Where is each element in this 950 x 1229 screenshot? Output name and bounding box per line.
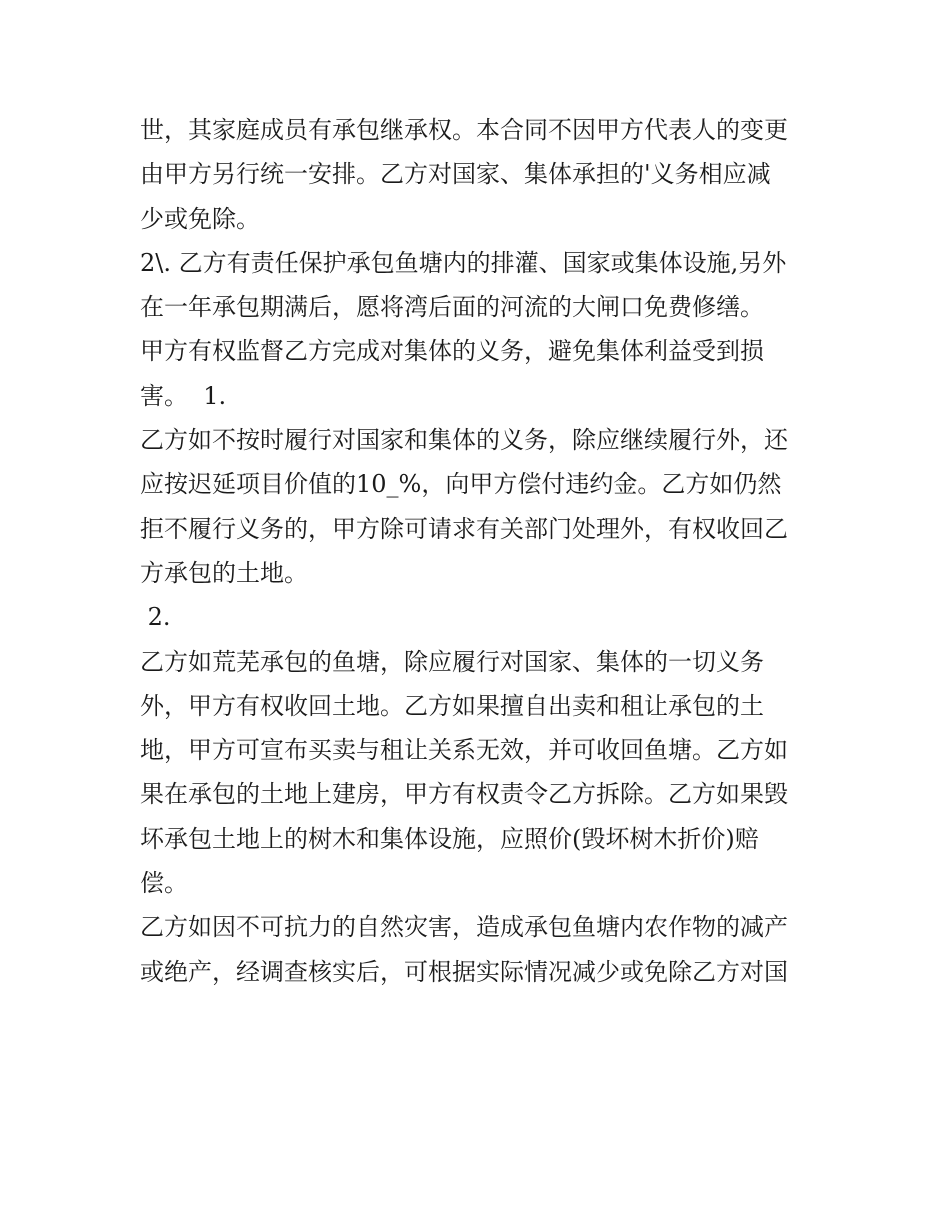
text-line: 方承包的土地。 (140, 558, 308, 587)
text-line: 应按迟延项目价值的10_%，向甲方偿付违约金。乙方如仍然 (140, 470, 782, 499)
text-line: 世，其家庭成员有承包继承权。本合同不因甲方代表人的变更 (140, 116, 788, 144)
text-line: 果在承包的土地上建房，甲方有权责令乙方拆除。乙方如果毁 (140, 780, 788, 809)
text-line: 在一年承包期满后，愿将湾后面的河流的大闸口免费修缮。 (140, 293, 764, 322)
text-line: 由甲方另行统一安排。乙方对国家、集体承担的'义务相应减 (140, 160, 771, 189)
text-line: 或绝产，经调查核实后，可根据实际情况减少或免除乙方对国 (140, 957, 788, 986)
text-line: 甲方有权监督乙方完成对集体的义务，避免集体利益受到损 (140, 337, 764, 366)
text-line: 地，甲方可宣布买卖与租让关系无效，并可收回鱼塘。乙方如 (140, 736, 788, 765)
text-line: 外，甲方有权收回土地。乙方如果擅自出卖和租让承包的土 (140, 691, 764, 720)
text-line: 2. (140, 603, 171, 632)
text-line: 害。 1. (140, 381, 227, 410)
text-line: 乙方如荒芜承包的鱼塘，除应履行对国家、集体的一切义务 (140, 647, 764, 676)
text-line: 乙方如不按时履行对国家和集体的义务，除应继续履行外，还 (140, 426, 788, 455)
text-line: 坏承包土地上的树木和集体设施，应照价(毁坏树木折价)赔 (140, 824, 759, 853)
text-line: 乙方如因不可抗力的自然灾害，造成承包鱼塘内农作物的减产 (140, 913, 788, 942)
contract-text (140, 108, 820, 994)
text-line: 拒不履行义务的，甲方除可请求有关部门处理外，有权收回乙 (140, 514, 788, 543)
text-line: 少或免除。 (140, 204, 260, 233)
text-line: 2\. 乙方有责任保护承包鱼塘内的排灌、国家或集体设施,另外 (140, 248, 787, 277)
text-line: 偿。 (140, 869, 188, 898)
